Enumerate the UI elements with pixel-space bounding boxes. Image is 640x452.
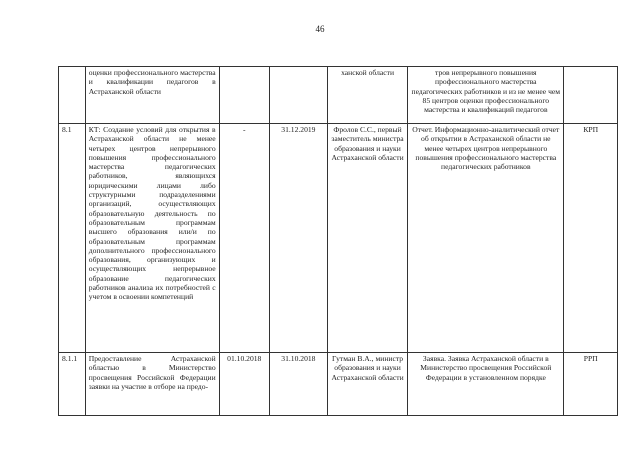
cell-responsible: Фролов С.С., первый заместитель министра образования и науки Астраханской области (327, 124, 407, 353)
cell-start-date (219, 67, 269, 124)
cell-event-name: Предоставление Астраханской областью в Министерство просвещения Российской Федерации заявки на участие в отборе на предо- (85, 353, 219, 416)
table-row (59, 67, 618, 124)
cell-end-date: 31.10.2018 (269, 353, 327, 416)
cell-number: 8.1 (59, 124, 86, 353)
cell-number (59, 67, 86, 124)
cell-level: КРП (564, 124, 618, 353)
table-row (59, 353, 618, 416)
cell-start-date: - (219, 124, 269, 353)
plan-table (58, 66, 618, 416)
cell-level (564, 67, 618, 124)
cell-end-date (269, 67, 327, 124)
cell-number: 8.1.1 (59, 353, 86, 416)
table-row (59, 124, 618, 353)
cell-responsible: Гутман В.А., министр образования и науки Астраханской области (327, 353, 407, 416)
cell-result: Отчет. Информационно-аналитический отчет об открытии в Астраханской области не менее четырех центров непрерывного повышения профессионального мастерства педагогических работников (408, 124, 564, 353)
cell-level: РРП (564, 353, 618, 416)
cell-responsible: ханской области (327, 67, 407, 124)
cell-event-name: оценки профессионального мастерства и квалификации педагогов в Астраханской области (85, 67, 219, 124)
page-number: 46 (315, 24, 325, 34)
cell-event-name: КТ: Создание условий для открытия в Астраханской области не менее четырех центров непрерывного повышения профессионального мастерства педагогических работников, являющихся юридическими лицами либо структурными подразделениями организаций, осуществляющих образовательную деятельность по образовательным программам высшего образования или/и по образовательным программам дополнительного профессионального образования, организующих и осуществляющих непрерывное образование педагогических работников анализа их потребностей с учетом в освоении компетенций (85, 124, 219, 353)
cell-end-date: 31.12.2019 (269, 124, 327, 353)
cell-result: тров непрерывного повышения профессионального мастерства педагогических работников и из не менее чем 85 центров оценки профессионального мастерства и квалификаций педагогов (408, 67, 564, 124)
cell-start-date: 01.10.2018 (219, 353, 269, 416)
cell-result: Заявка. Заявка Астраханской области в Министерство просвещения Российской Федерации в установленном порядке (408, 353, 564, 416)
